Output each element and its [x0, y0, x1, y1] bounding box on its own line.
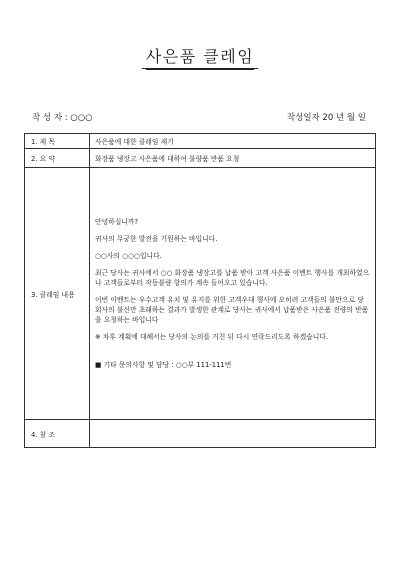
- content-paragraph: ○○사의 ○○○입니다.: [95, 252, 162, 260]
- content-paragraph: 이번 이벤트는 우수고객 유치 및 유지를 위한 고객우대 행사에 오히려 고객들의 불만으로 당 회사의 불신만 초래하는 결과가 발생한 관계로 당사는 귀사에서 납품받은 사은품 전량의 반품을 요청하는 바입니다: [95, 296, 369, 324]
- reference-label: 4. 참 조: [25, 420, 90, 448]
- date-label: 작성일자 20 년 월 일: [286, 113, 366, 123]
- table-row-content: [25, 168, 376, 420]
- summary-label: 2. 요 약: [25, 149, 90, 168]
- content-contact: ■ 기타 문의사항 및 담당 : ○○부 111-111번: [95, 361, 232, 369]
- subject-label: 1. 제 목: [25, 134, 90, 149]
- document-title: 사은품 클레임: [142, 44, 258, 69]
- claim-table: [24, 133, 376, 448]
- table-row-reference: [25, 420, 376, 448]
- summary-value: 화장품 냉장고 사은품에 대하여 불량품 반품 요청: [90, 149, 376, 168]
- subject-value: 사은품에 대한 클레임 제기: [90, 134, 376, 149]
- content-paragraph: 최근 당사는 귀사에서 ○○ 화장품 냉장고를 납품 받아 고객 사은품 이벤트 행사를 개최하였으나 고객들로부터 작동불량 항의가 계속 들어오고 있습니다.: [95, 269, 370, 287]
- author-label: 작 성 자 : ○○○: [32, 113, 93, 123]
- content-paragraph: 귀사의 무궁한 발전을 기원하는 바입니다.: [95, 235, 218, 243]
- content-note: ※ 차후 계획에 대해서는 당사의 논의를 거친 뒤 다시 연락드리도록 하겠습니다.: [95, 333, 328, 341]
- content-cell: [90, 168, 376, 420]
- reference-value: [90, 420, 376, 448]
- content-label: 3. 클레임 내용: [25, 168, 90, 420]
- content-paragraph: 안녕하십니까?: [95, 218, 139, 226]
- title-wrap: [0, 44, 400, 69]
- content-body: [90, 213, 375, 374]
- table-row-summary: [25, 149, 376, 168]
- table-row-subject: [25, 134, 376, 149]
